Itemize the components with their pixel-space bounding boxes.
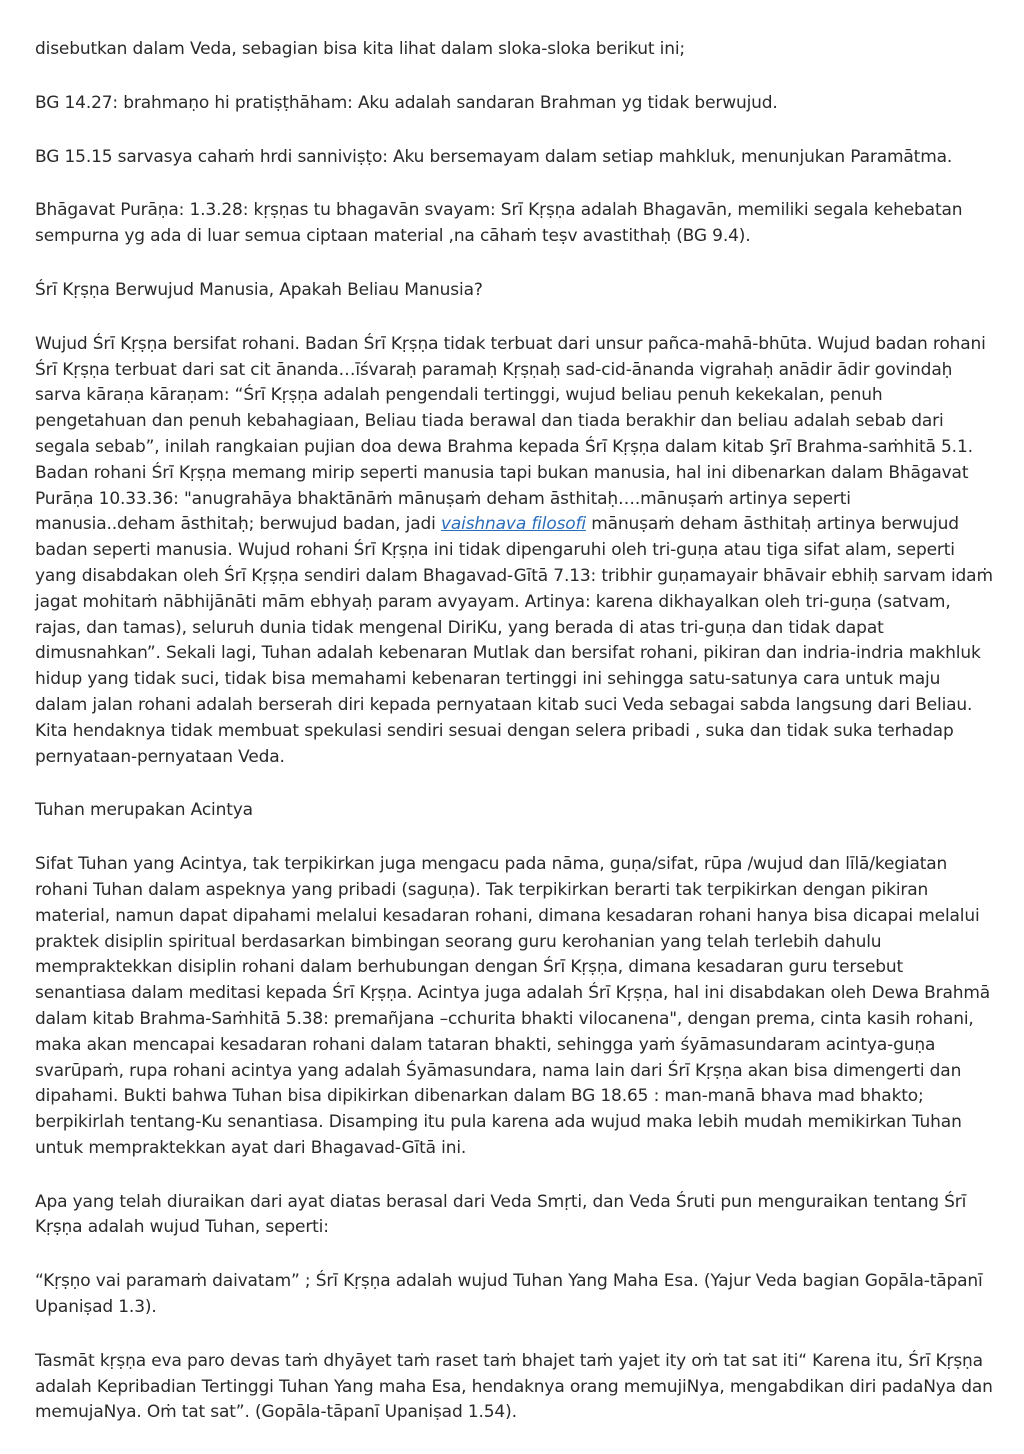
wujud-rohani-text-b: mānuṣaṁ deham āsthitaḥ artinya berwujud badan seperti manusia. Wujud rohani Śrī Kṛṣṇa ini tidak dipengaruhi oleh tri-guṇa atau tiga sifat alam, seperti yang disabdakan oleh Śrī Kṛṣṇa sendiri dalam Bhagavad-Gītā 7.13: tribhir guṇamayair bhāvair ebhiḥ sarvam idaṁ jagat mohitaṁ nābhijānāti mām ebhyaḥ param avyayam. Artinya: karena dikhayalkan oleh tri-guṇa (satvam, rajas, dan tamas), seluruh dunia tidak mengenal DiriKu, yang berada di atas tri-guṇa dan tidak dapat dimusnahkan”. Sekali lagi, Tuhan adalah kebenaran Mutlak dan bersifat rohani, pikiran dan indria-indria makhluk hidup yang tidak suci, tidak bisa memahami kebenaran tertinggi ini sehingga satu-satunya cara untuk maju dalam jalan rohani adalah berserah diri kepada pernyataan kitab suci Veda sebagai sabda langsung dari Beliau. Kita hendaknya tidak membuat spekulasi sendiri sesuai dengan selera pribadi , suka dan tidak suka terhadap pernyataan-pernyataan Veda. bbox=[35, 514, 993, 767]
vaishnava-filosofi-link[interactable]: vaishnava filosofi bbox=[440, 514, 586, 535]
bhagavat-purana-paragraph: Bhāgavat Purāṇa: 1.3.28: kṛṣṇas tu bhagavān svayam: Srī Kṛṣṇa adalah Bhagavān, memiliki segala kehebatan sempurna yg ada di luar semua ciptaan material ,na cāhaṁ teṣv avastithaḥ (BG 9.4). bbox=[35, 200, 963, 247]
intro-paragraph: disebutkan dalam Veda, sebagian bisa kita lihat dalam sloka-sloka berikut ini; bbox=[35, 39, 686, 59]
veda-smrti-paragraph: Apa yang telah diuraikan dari ayat diatas berasal dari Veda Smṛti, dan Veda Śruti pun menguraikan tentang Śrī Kṛṣṇa adalah wujud Tuhan, seperti: bbox=[35, 1191, 967, 1238]
wujud-rohani-text-a: Wujud Śrī Kṛṣṇa bersifat rohani. Badan Śrī Kṛṣṇa tidak terbuat dari unsur pañca-mahā-bhūta. Wujud badan rohani Śrī Kṛṣṇa terbuat dari sat cit ānanda…īśvaraḥ paramaḥ Kṛṣṇaḥ sad-cid-ānanda vigrahaḥ anādir ādir govindaḥ sarva kāraṇa kāraṇam: “Śrī Kṛṣṇa adalah pengendali tertinggi, wujud beliau penuh kekekalan, penuh pengetahuan dan penuh kebahagiaan, Beliau tiada berawal dan tiada berakhir dan beliau adalah sebab dari segala sebab”, inilah rangkaian pujian doa dewa Brahma kepada Śrī Kṛṣṇa dalam kitab Şrī Brahma-saṁhitā 5.1. Badan rohani Śrī Kṛṣṇa memang mirip seperti manusia tapi bukan manusia, hal ini dibenarkan dalam Bhāgavat Purāṇa 10.33.36: "anugrahāya bhaktānāṁ mānuṣaṁ deham āsthitaḥ….mānuṣaṁ artinya seperti manusia..deham āsthitaḥ; berwujud badan, jadi bbox=[35, 333, 986, 535]
gopala-tapani-1-3-paragraph: “Kṛṣṇo vai paramaṁ daivatam” ; Śrī Kṛṣṇa adalah wujud Tuhan Yang Maha Esa. (Yajur Veda bagian Gopāla-tāpanī Upaniṣad 1.3). bbox=[35, 1271, 983, 1318]
bg-15-15-paragraph: BG 15.15 sarvasya cahaṁ hrdi sanniviṣṭo: Aku bersemayam dalam setiap mahkluk, menunjukan Paramātma. bbox=[35, 146, 953, 167]
section-heading-berwujud-manusia: Śrī Kṛṣṇa Berwujud Manusia, Apakah Beliau Manusia? bbox=[35, 279, 483, 300]
section-heading-acintya: Tuhan merupakan Acintya bbox=[35, 800, 253, 821]
article-body bbox=[35, 0, 993, 1454]
bg-14-27-paragraph: BG 14.27: brahmaṇo hi pratiṣṭhāham: Aku adalah sandaran Brahman yg tidak berwujud. bbox=[35, 92, 778, 113]
acintya-paragraph: Sifat Tuhan yang Acintya, tak terpikirkan juga mengacu pada nāma, guṇa/sifat, rūpa /wujud dan līlā/kegiatan rohani Tuhan dalam aspeknya yang pribadi (saguṇa). Tak terpikirkan berarti tak terpikirkan dengan pikiran material, namun dapat dipahami melalui kesadaran rohani, dimana kesadaran rohani hanya bisa dicapai melalui praktek disiplin spiritual berdasarkan bimbingan seorang guru kerohanian yang telah terlebih dahulu mempraktekkan disiplin rohani dalam berhubungan dengan Śrī Kṛṣṇa, dimana kesadaran guru tersebut senantiasa dalam meditasi kepada Śrī Kṛṣṇa. Acintya juga adalah Śrī Kṛṣṇa, hal ini disabdakan oleh Dewa Brahmā dalam kitab Brahma-Saṁhitā 5.38: premañjana –cchurita bhakti vilocanena", dengan prema, cinta kasih rohani, maka akan mencapai kesadaran rohani dalam tataran bhakti, sehingga yaṁ śyāmasundaram acintya-guṇa svarūpaṁ, rupa rohani acintya yang adalah Śyāmasundara, nama lain dari Śrī Kṛṣṇa akan bisa dimengerti dan dipahami. Bukti bahwa Tuhan bisa dipikirkan dibenarkan dalam BG 18.65 : man-manā bhava mad bhakto; berpikirlah tentang-Ku senantiasa. Disamping itu pula karena ada wujud maka lebih mudah memikirkan Tuhan untuk mempraktekkan ayat dari Bhagavad-Gītā ini. bbox=[35, 854, 991, 1158]
wujud-rohani-paragraph bbox=[35, 332, 993, 771]
gopala-tapani-1-54-paragraph: Tasmāt kṛṣṇa eva paro devas taṁ dhyāyet taṁ raset taṁ bhajet taṁ yajet ity oṁ tat sat iti“ Karena itu, Śrī Kṛṣṇa adalah Kepribadian Tertinggi Tuhan Yang maha Esa, hendaknya orang memujiNya, mengabdikan diri padaNya dan memujaNya. Oṁ tat sat”. (Gopāla-tāpanī Upaniṣad 1.54). bbox=[35, 1350, 993, 1423]
